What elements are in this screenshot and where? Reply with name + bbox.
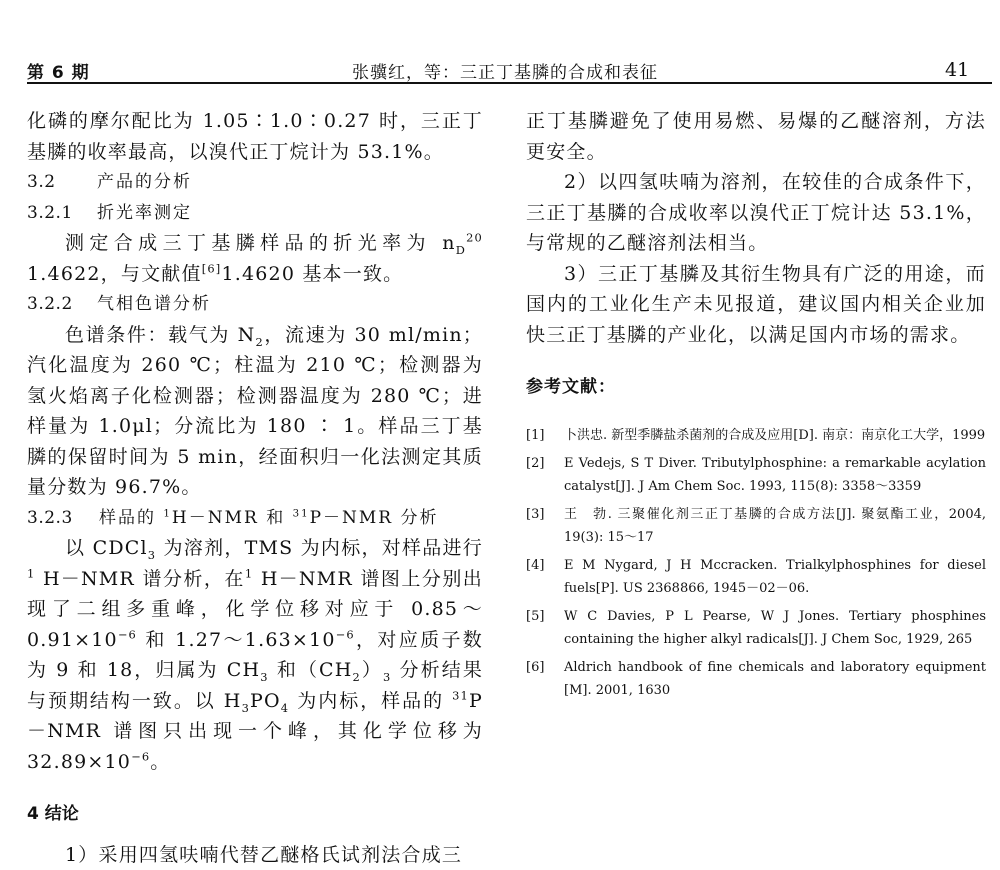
reference-text: 卜洪忠. 新型季膦盐杀菌剂的合成及应用[D]. 南京：南京化工大学，1999	[564, 428, 985, 443]
reference-item	[526, 424, 986, 448]
issue-label: 第 6 期	[27, 58, 90, 83]
reference-text: E M Nygard, J H Mccracken. Trialkylphosphines for diesel fuels[P]. US 2368866, 1945－02－06.	[564, 558, 986, 597]
reference-item	[526, 452, 986, 499]
conclusion-item-3: 3）三正丁基膦及其衍生物具有广泛的用途，而国内的工业化生产未见报道，建议国内相关企业加快三正丁基膦的产业化，以满足国内市场的需求。	[526, 259, 986, 351]
subscript: 4	[281, 700, 289, 714]
text-run: 为内标，样品的	[289, 690, 452, 712]
text-run: ，对应质子数为 9 和 18，归属为 CH	[27, 629, 483, 682]
reference-number: [5]	[526, 605, 544, 629]
paragraph-yield: 化磷的摩尔配比为 1.05∶1.0∶0.27 时，三正丁基膦的收率最高，以溴代正丁烷计为 53.1%。	[27, 106, 483, 167]
text-run: 1.4622，与文献值	[27, 263, 202, 285]
references-list	[526, 424, 986, 703]
section-title: 折光率测定	[97, 203, 192, 223]
text-run: PO	[250, 690, 281, 712]
text-run: 色谱条件：载气为 N	[65, 324, 255, 346]
citation-mark: [6]	[202, 261, 222, 275]
conclusion-item-2: 2）以四氢呋喃为溶剂，在较佳的合成条件下，三正丁基膦的合成收率以溴代正丁烷计达 53.1%，与常规的乙醚溶剂法相当。	[526, 167, 986, 259]
reference-item	[526, 554, 986, 601]
conclusion-item-1-continued: 正丁基膦避免了使用易燃、易爆的乙醚溶剂，方法更安全。	[526, 106, 986, 167]
subscript: D	[456, 243, 466, 257]
text-run: ，流速为 30 ml/min；汽化温度为 260 ℃；柱温为 210 ℃；检测器为氢火焰离子化检测器；检测器温度为 280 ℃；进样量为 1.0μl；分流比为 180 ∶ 1。样品三丁基膦的保留时间为 5 min，经面积归一化法测定其质量分数为 96.7%。	[27, 324, 483, 499]
paragraph-refractive-index	[27, 228, 483, 289]
reference-text: W C Davies, P L Pearse, W J Jones. Tertiary phosphines containing the higher alkyl radicals[J]. J Chem Soc, 1929, 265	[564, 609, 986, 648]
section-heading-3-2-2	[27, 289, 483, 320]
reference-number: [2]	[526, 452, 544, 476]
section-number: 3.2.2	[27, 289, 97, 320]
reference-number: [6]	[526, 656, 544, 680]
section-title: 样品的	[99, 508, 163, 528]
reference-text: E Vedejs, S T Diver. Tributylphosphine: a remarkable acylation catalyst[J]. J Am Chem Soc. 1993, 115(8): 3358～3359	[564, 456, 986, 495]
running-title: 张骥红，等：三正丁基膦的合成和表征	[352, 58, 658, 83]
text-run: ）	[361, 659, 383, 681]
section-title: H－NMR 和	[172, 508, 293, 528]
reference-item	[526, 503, 986, 550]
reference-number: [1]	[526, 424, 544, 448]
text-run: 测定合成三丁基膦样品的折光率为 n	[65, 232, 456, 254]
subscript: 3	[260, 670, 268, 684]
superscript: 1	[245, 566, 253, 580]
subscript: 2	[353, 670, 361, 684]
text-run: P－NMR 谱图只出现一个峰，其化学位移为 32.89×10	[27, 690, 483, 773]
superscript: −6	[118, 627, 137, 641]
subscript: 3	[383, 670, 391, 684]
section-number: 3.2.3	[27, 503, 99, 534]
superscript: 31	[452, 688, 469, 702]
text-run: 。	[150, 751, 170, 773]
section-title: 气相色谱分析	[97, 294, 211, 314]
subscript: 2	[255, 334, 263, 348]
section-heading-3-2	[27, 167, 483, 198]
text-run: 和（CH	[269, 659, 353, 681]
superscript: 31	[293, 508, 310, 519]
superscript: −6	[131, 749, 150, 763]
section-heading-3-2-3	[27, 503, 483, 534]
text-run: H－NMR 谱图上分别出现了二组多重峰，化学位移对应于 0.85～0.91×10	[27, 568, 483, 651]
right-column	[526, 106, 986, 707]
reference-number: [3]	[526, 503, 544, 527]
header-rule	[27, 82, 992, 84]
text-run: H－NMR 谱分析，在	[35, 568, 244, 590]
conclusion-item-1: 1）采用四氢呋喃代替乙醚格氏试剂法合成三	[27, 840, 483, 870]
text-run: 1.4620 基本一致。	[221, 263, 403, 285]
section-number: 3.2.1	[27, 198, 97, 229]
section-heading-3-2-1	[27, 198, 483, 229]
section-title: P－NMR 分析	[310, 508, 439, 528]
references-heading: 参考文献：	[526, 372, 986, 402]
text-run: 和 1.27～1.63×10	[137, 629, 336, 651]
reference-text: Aldrich handbook of fine chemicals and laboratory equipment [M]. 2001, 1630	[564, 660, 986, 699]
paragraph-nmr	[27, 533, 483, 777]
superscript: 20	[466, 231, 483, 245]
reference-text: 王 勃. 三聚催化剂三正丁基膦的合成方法[J]. 聚氨酯工业，2004, 19(3): 15～17	[564, 507, 986, 546]
superscript: 1	[27, 566, 35, 580]
running-header	[0, 0, 1000, 84]
text-run: 以 CDCl	[65, 537, 148, 559]
left-column	[27, 106, 483, 870]
text-run: 分析结果与预期结构一致。以 H	[27, 659, 483, 712]
reference-number: [4]	[526, 554, 544, 578]
section-number: 3.2	[27, 167, 97, 198]
subscript: 3	[242, 700, 250, 714]
superscript: −6	[336, 627, 355, 641]
subscript: 3	[148, 548, 156, 562]
page-number: 41	[945, 59, 969, 81]
reference-item	[526, 605, 986, 652]
conclusion-heading: 4 结论	[27, 799, 483, 830]
reference-item	[526, 656, 986, 703]
text-run: 为溶剂，TMS 为内标，对样品进行	[156, 537, 483, 559]
paragraph-gc-conditions	[27, 320, 483, 503]
section-title: 产品的分析	[97, 172, 192, 192]
superscript: 1	[163, 508, 171, 519]
